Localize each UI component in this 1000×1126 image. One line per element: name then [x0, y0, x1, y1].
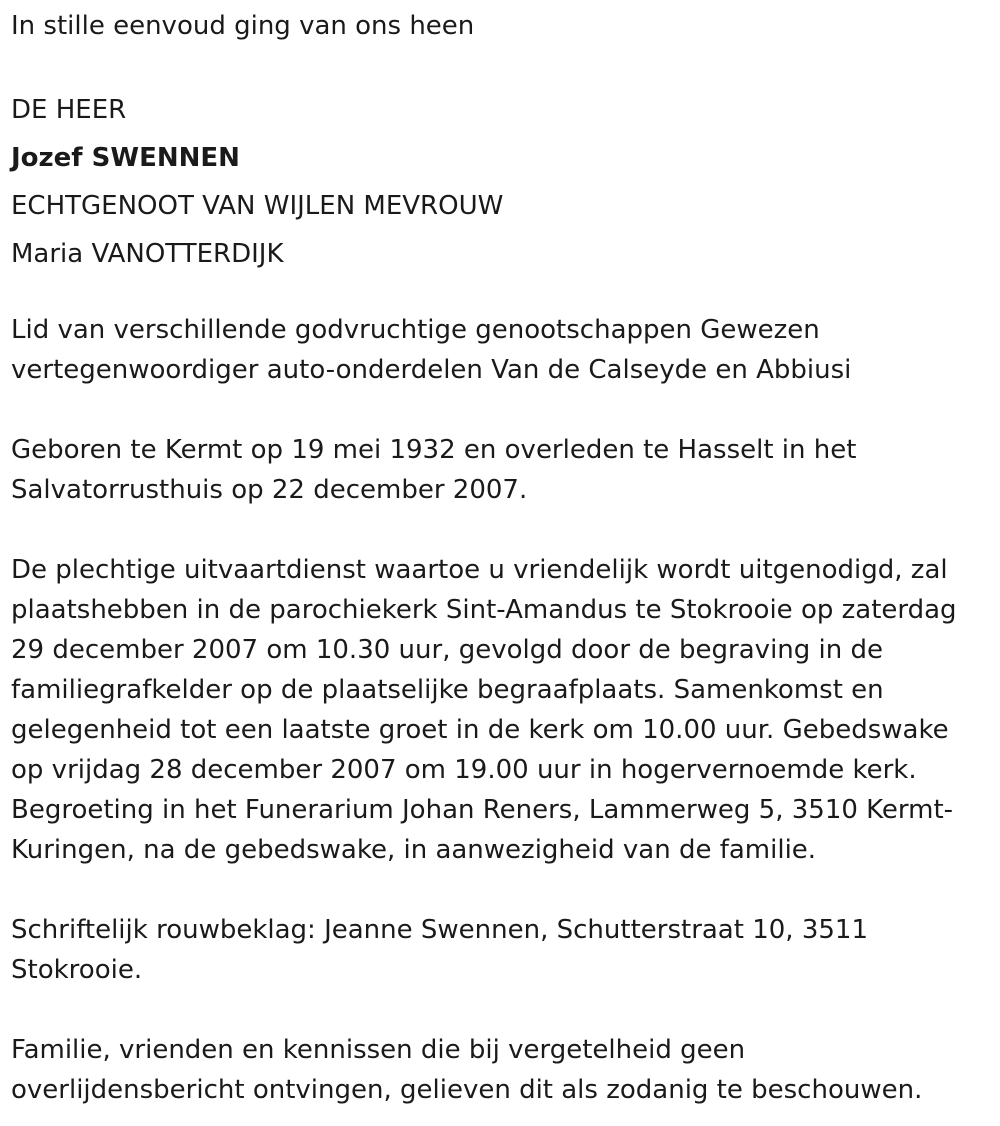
spacer	[11, 990, 996, 1030]
spacer	[11, 390, 996, 430]
honorific: DE HEER	[11, 95, 127, 125]
text-line: De plechtige uitvaartdienst waartoe u vriendelijk wordt uitgenodigd, zal	[11, 555, 948, 585]
text-line: gelegenheid tot een laatste groet in de kerk om 10.00 uur. Gebedswake	[11, 715, 949, 745]
deceased-name: Jozef SWENNEN	[11, 143, 240, 173]
condolences-paragraph	[11, 910, 996, 990]
deceased-header	[11, 86, 996, 278]
text-line: op vrijdag 28 december 2007 om 19.00 uur in hogervernoemde kerk.	[11, 755, 917, 785]
text-line: familiegrafkelder op de plaatselijke begraafplaats. Samenkomst en	[11, 675, 884, 705]
text-line: Salvatorrusthuis op 22 december 2007.	[11, 475, 528, 505]
text-line: Kuringen, na de gebedswake, in aanwezigheid van de familie.	[11, 835, 817, 865]
text-line: overlijdensbericht ontvingen, gelieven dit als zodanig te beschouwen.	[11, 1075, 923, 1105]
death-notice	[11, 6, 996, 1110]
relation-line: ECHTGENOOT VAN WIJLEN MEVROUW	[11, 191, 504, 221]
text-line: Schriftelijk rouwbeklag: Jeanne Swennen, Schutterstraat 10, 3511	[11, 915, 868, 945]
funeral-paragraph	[11, 550, 996, 870]
text-line: Begroeting in het Funerarium Johan Reners, Lammerweg 5, 3510 Kermt-	[11, 795, 954, 825]
spacer	[11, 510, 996, 550]
spacer	[11, 46, 996, 86]
text-line: vertegenwoordiger auto-onderdelen Van de Calseyde en Abbiusi	[11, 355, 852, 385]
intro-line: In stille eenvoud ging van ons heen	[11, 11, 475, 41]
text-line: 29 december 2007 om 10.30 uur, gevolgd door de begraving in de	[11, 635, 884, 665]
spacer	[11, 278, 996, 310]
text-line: Geboren te Kermt op 19 mei 1932 en overleden te Hasselt in het	[11, 435, 857, 465]
membership-paragraph	[11, 310, 996, 390]
text-line: Stokrooie.	[11, 955, 143, 985]
text-line: Familie, vrienden en kennissen die bij vergetelheid geen	[11, 1035, 746, 1065]
birth-death-paragraph	[11, 430, 996, 510]
spouse-name: Maria VANOTTERDIJK	[11, 239, 284, 269]
family-note-paragraph	[11, 1030, 996, 1110]
spacer	[11, 870, 996, 910]
text-line: plaatshebben in de parochiekerk Sint-Amandus te Stokrooie op zaterdag	[11, 595, 957, 625]
text-line: Lid van verschillende godvruchtige genootschappen Gewezen	[11, 315, 820, 345]
